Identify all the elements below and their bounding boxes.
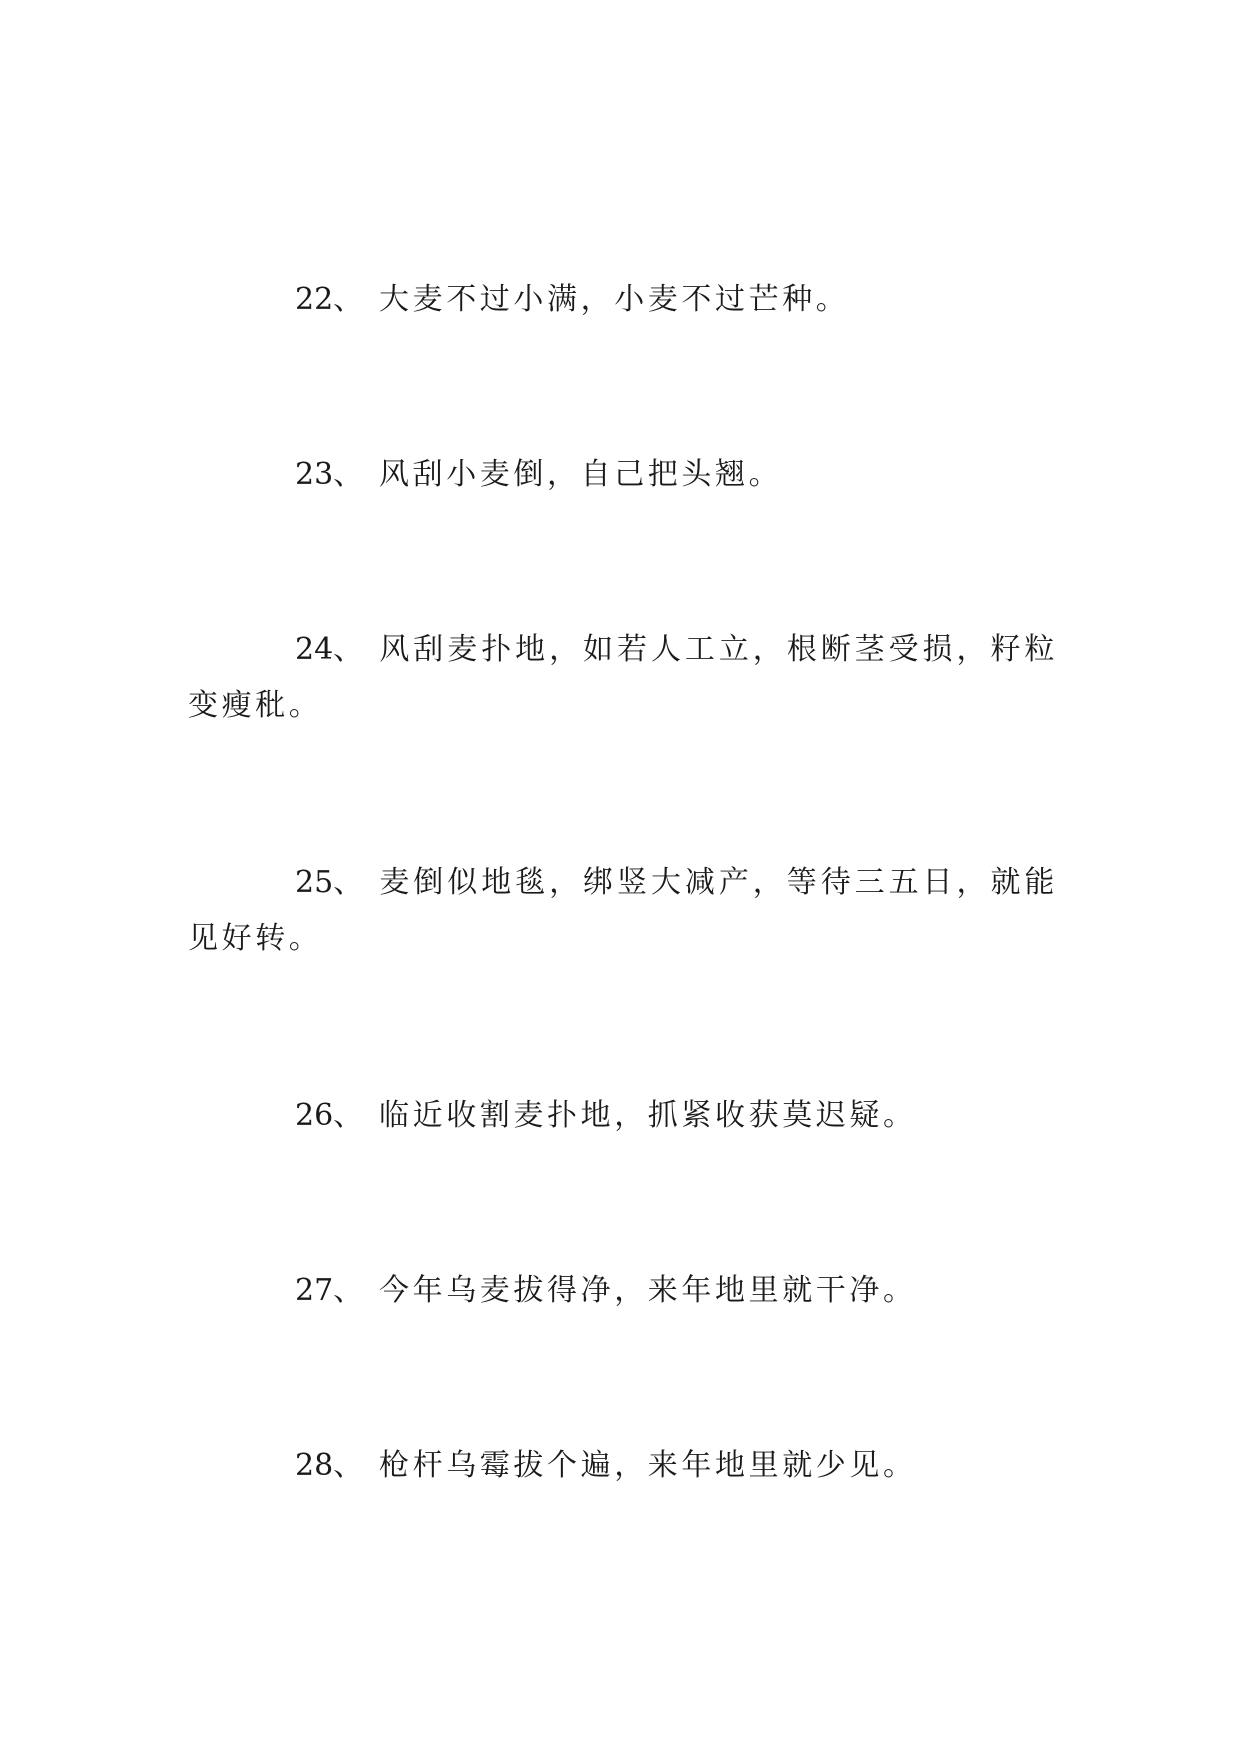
list-item: [188, 1088, 1058, 1144]
item-number: 27、: [295, 1273, 364, 1308]
list-item: [188, 622, 1058, 734]
item-text: 枪杆乌霉拔个遍，来年地里就少见。: [379, 1448, 917, 1483]
item-text: 大麦不过小满，小麦不过芒种。: [379, 282, 850, 317]
item-text: 临近收割麦扑地，抓紧收获莫迟疑。: [379, 1098, 917, 1133]
item-number: 25、: [295, 865, 364, 900]
item-number: 24、: [295, 632, 364, 667]
list-item: [188, 272, 1058, 328]
item-number: 28、: [295, 1448, 364, 1483]
item-number: 22、: [295, 282, 364, 317]
list-item: [188, 1438, 1058, 1494]
list-item: [188, 1263, 1058, 1319]
item-number: 23、: [295, 457, 364, 492]
list-item: [188, 855, 1058, 967]
list-item: [188, 447, 1058, 503]
item-number: 26、: [295, 1098, 364, 1133]
item-text: 今年乌麦拔得净，来年地里就干净。: [379, 1273, 917, 1308]
item-text: 麦倒似地毯，绑竖大减产，等待三五日，就能见好转。: [188, 865, 1058, 956]
item-text: 风刮小麦倒，自己把头翘。: [379, 457, 783, 492]
item-text: 风刮麦扑地，如若人工立，根断茎受损，籽粒变瘦秕。: [188, 632, 1058, 723]
